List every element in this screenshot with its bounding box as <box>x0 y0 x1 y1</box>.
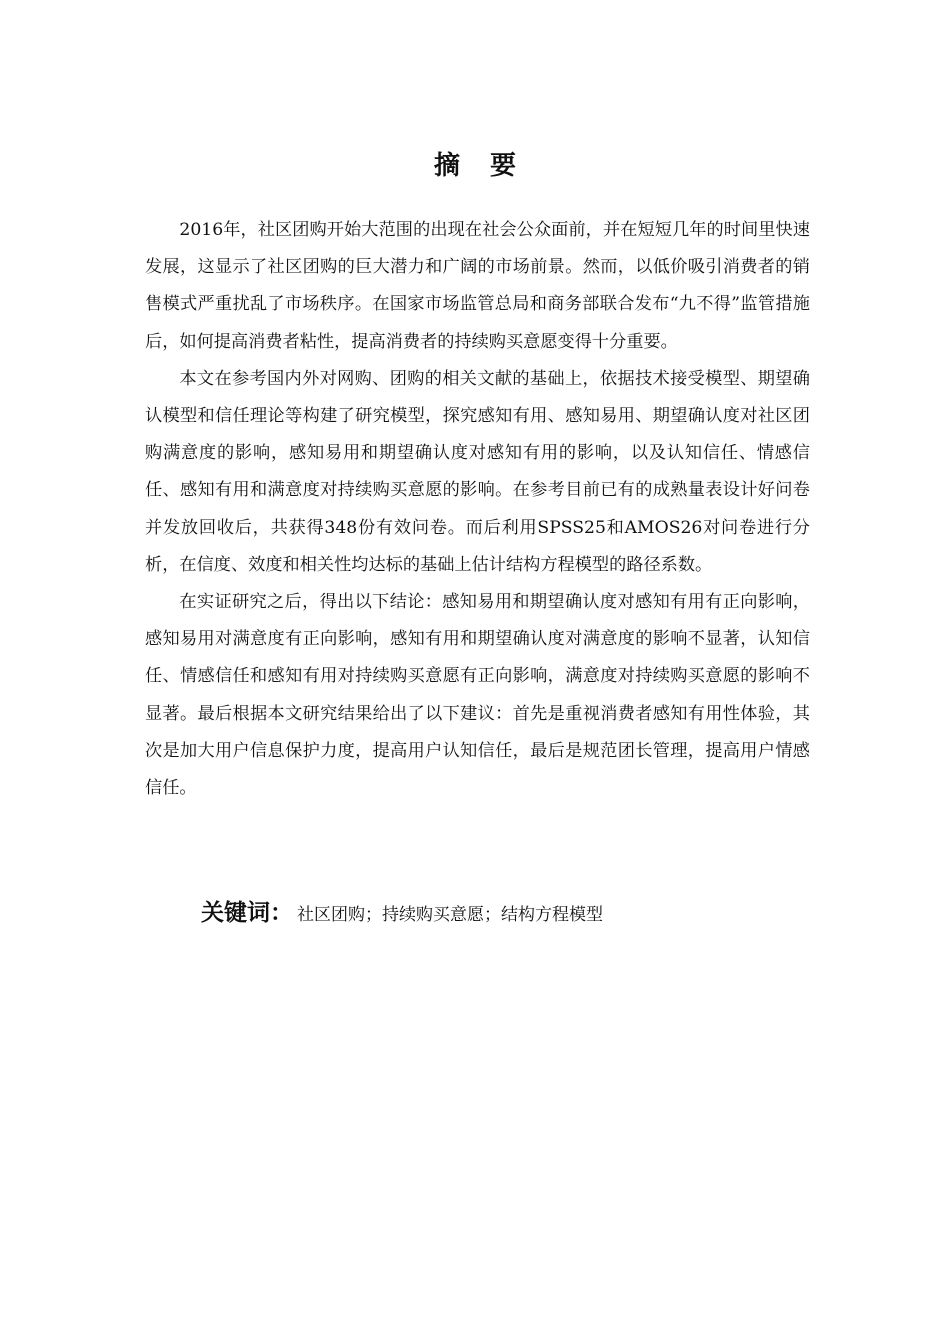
abstract-body <box>145 212 810 807</box>
abstract-paragraph-3: 在实证研究之后，得出以下结论：感知易用和期望确认度对感知有用有正向影响，感知易用对满意度有正向影响，感知有用和期望确认度对满意度的影响不显著，认知信任、情感信任和感知有用对持续购买意愿有正向影响，满意度对持续购买意愿的影响不显著。最后根据本文研究结果给出了以下建议：首先是重视消费者感知有用性体验，其次是加大用户信息保护力度，提高用户认知信任，最后是规范团长管理，提高用户情感信任。 <box>145 592 810 799</box>
abstract-paragraph-2: 本文在参考国内外对网购、团购的相关文献的基础上，依据技术接受模型、期望确认模型和信任理论等构建了研究模型，探究感知有用、感知易用、期望确认度对社区团购满意度的影响，感知易用和期望确认度对感知有用的影响，以及认知信任、情感信任、感知有用和满意度对持续购买意愿的影响。在参考目前已有的成熟量表设计好问卷并发放回收后，共获得348份有效问卷。而后利用SPSS25和AMOS26对问卷进行分析，在信度、效度和相关性均达标的基础上估计结构方程模型的路径系数。 <box>145 368 810 575</box>
keywords-value: 社区团购；持续购买意愿；结构方程模型 <box>297 905 603 925</box>
keywords-line <box>201 893 841 935</box>
keywords-label: 关键词： <box>201 900 293 926</box>
abstract-paragraph-1: 2016年，社区团购开始大范围的出现在社会公众面前，并在短短几年的时间里快速发展，这显示了社区团购的巨大潜力和广阔的市场前景。然而，以低价吸引消费者的销售模式严重扰乱了市场秩序。在国家市场监管总局和商务部联合发布“九不得”监管措施后，如何提高消费者粘性，提高消费者的持续购买意愿变得十分重要。 <box>145 220 810 352</box>
abstract-title: 摘要 <box>433 151 546 181</box>
